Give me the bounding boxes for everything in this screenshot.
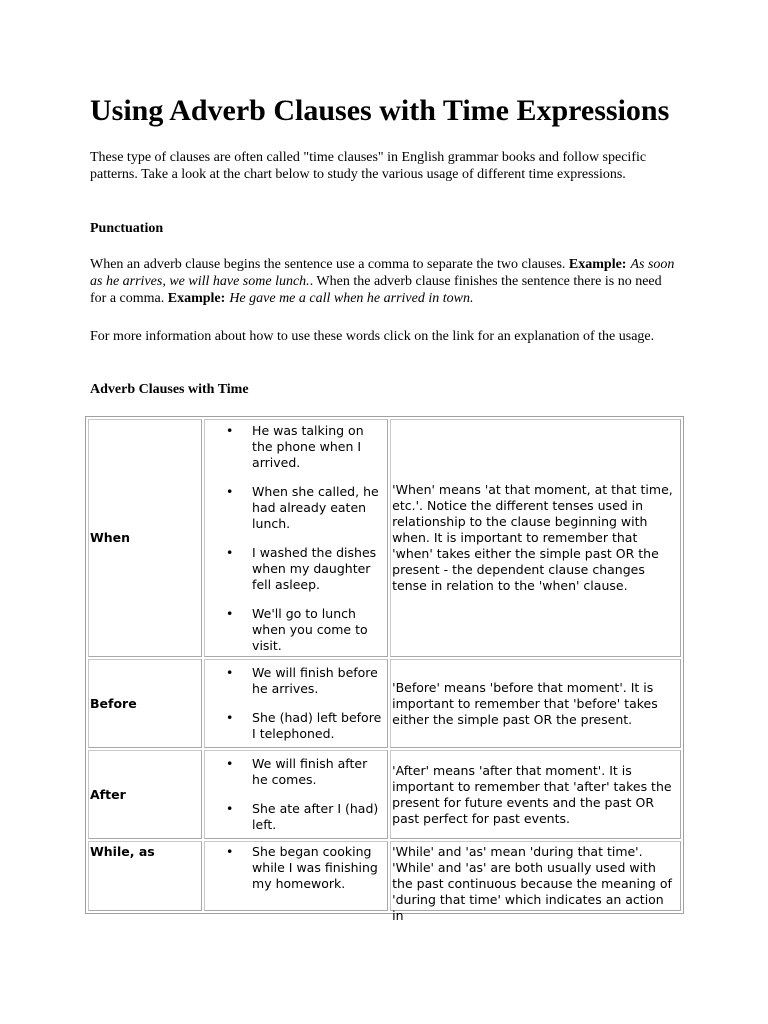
example-label-2: Example: xyxy=(167,291,226,306)
punctuation-text-2: . When the adverb clause finishes the sentence there is no need for a comma. xyxy=(90,274,662,306)
punctuation-paragraph xyxy=(90,256,680,307)
examples-list xyxy=(206,423,386,654)
examples-cell xyxy=(204,659,388,748)
page-title: Using Adverb Clauses with Time Expressions xyxy=(90,94,670,127)
table-heading: Adverb Clauses with Time xyxy=(90,382,249,397)
example-1: As soon as he arrives, we will have some lunch. xyxy=(90,257,675,289)
list-item: • She ate after I (had) left. xyxy=(206,801,386,833)
list-item: • She began cooking while I was finishing my homework. xyxy=(206,844,386,892)
list-item: • We'll go to lunch when you come to visit. xyxy=(206,606,386,654)
term-cell: Before xyxy=(88,659,202,748)
table-row xyxy=(88,750,681,839)
examples-list xyxy=(206,665,386,742)
list-item: • He was talking on the phone when I arrived. xyxy=(206,423,386,471)
list-item: • We will finish after he comes. xyxy=(206,756,386,788)
list-item: • We will finish before he arrives. xyxy=(206,665,386,697)
term-cell: When xyxy=(88,419,202,657)
more-info-paragraph: For more information about how to use these words click on the link for an explanation of the usage. xyxy=(90,329,655,344)
punctuation-heading: Punctuation xyxy=(90,221,164,236)
examples-list xyxy=(206,842,386,892)
example-2: He gave me a call when he arrived in town. xyxy=(229,291,474,306)
table-row xyxy=(88,659,681,748)
explanation-cell xyxy=(390,841,681,923)
list-item: • When she called, he had already eaten lunch. xyxy=(206,484,386,532)
examples-cell xyxy=(204,750,388,839)
explanation-text: 'While' and 'as' mean 'during that time'. 'While' and 'as' are both usually used with the past continuous because the meaning of 'during that time' which indicates an action in xyxy=(392,844,672,923)
term-cell: While, as xyxy=(88,841,202,911)
examples-cell xyxy=(204,841,388,911)
explanation-cell: 'Before' means 'before that moment'. It is important to remember that 'before' takes either the simple past OR the present. xyxy=(390,659,681,748)
list-item: • I washed the dishes when my daughter fell asleep. xyxy=(206,545,386,593)
table-row xyxy=(88,419,681,657)
examples-list xyxy=(206,756,386,833)
table-row xyxy=(88,841,681,911)
examples-cell xyxy=(204,419,388,657)
term-cell: After xyxy=(88,750,202,839)
list-item: • She (had) left before I telephoned. xyxy=(206,710,386,742)
explanation-cell: 'When' means 'at that moment, at that time, etc.'. Notice the different tenses used in relationship to the clause beginning with when. It is important to remember that 'when' takes either the simple past OR the present - the dependent clause changes tense in relation to the 'when' clause. xyxy=(390,419,681,657)
punctuation-text-1: When an adverb clause begins the sentence use a comma to separate the two clauses. xyxy=(90,257,569,272)
intro-paragraph: These type of clauses are often called "time clauses" in English grammar books and follow specific patterns. Take a look at the chart below to study the various usage of different time expressions. xyxy=(90,150,647,182)
adverb-clauses-table xyxy=(85,416,684,923)
explanation-cell: 'After' means 'after that moment'. It is important to remember that 'after' takes the present for future events and the past OR past perfect for past events. xyxy=(390,750,681,839)
example-label-1: Example: xyxy=(568,257,627,272)
